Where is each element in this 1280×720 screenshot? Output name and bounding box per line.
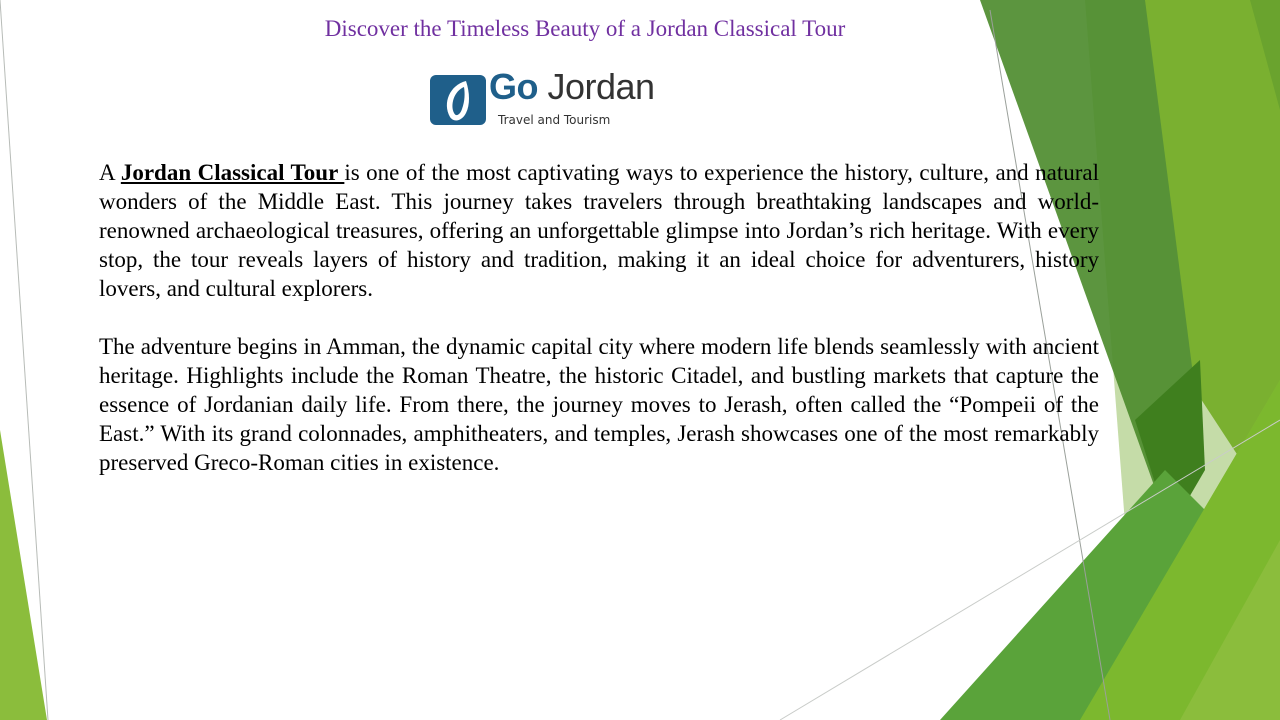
intro-paragraph — [99, 158, 1099, 303]
logo-wordmark-jordan: Jordan — [538, 66, 655, 107]
left-green-shard — [0, 430, 47, 720]
jordan-classical-tour-link[interactable]: Jordan Classical Tour — [120, 160, 345, 185]
intro-lead-text: A — [99, 160, 121, 185]
slide-body — [99, 158, 1099, 477]
go-jordan-logo — [430, 66, 670, 130]
logo-wordmark — [489, 66, 655, 108]
go-jordan-logo-mark-icon — [430, 73, 486, 127]
amman-jerash-paragraph: The adventure begins in Amman, the dynamic capital city where modern life blends seamlessly with ancient heritage. Highlights include the Roman Theatre, the historic Citadel, and bustling markets that capture the essence of Jordanian daily life. From there, the journey moves to Jerash, often called the “Pompeii of the East.” With its grand colonnades, amphitheaters, and temples, Jerash showcases one of the most remarkably preserved Greco-Roman cities in existence. — [99, 334, 1099, 475]
logo-wordmark-go: Go — [489, 66, 538, 107]
intro-rest-text: is one of the most captivating ways to experience the history, culture, and natural wonders of the Middle East. This journey takes travelers through breathtaking landscapes and world-renowned archaeological treasures, offering an unforgettable glimpse into Jordan’s rich heritage. With every stop, the tour reveals layers of history and tradition, making it an ideal choice for adventurers, history lovers, and cultural explorers. — [99, 160, 1099, 301]
logo-tagline: Travel and Tourism — [498, 113, 611, 127]
slide-title: Discover the Timeless Beauty of a Jordan Classical Tour — [324, 16, 846, 41]
